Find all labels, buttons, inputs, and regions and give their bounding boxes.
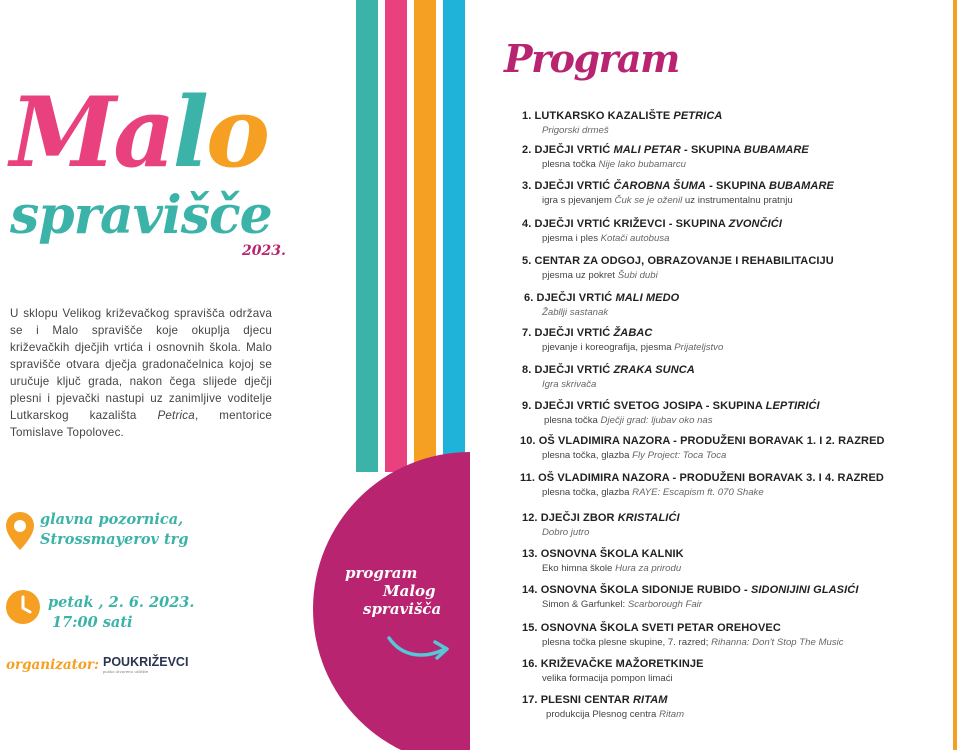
program-item-name-tail: - SKUPINA xyxy=(680,144,744,156)
program-item-number: 2. xyxy=(522,144,532,156)
location-line-1: glavna pozornica, xyxy=(40,511,184,528)
program-item-name-italic: PETRICA xyxy=(673,110,723,122)
program-item-heading xyxy=(522,658,704,670)
program-item-heading xyxy=(522,327,652,339)
program-item-desc-italic: Čuk se je oženil xyxy=(614,195,683,206)
title-letter-l: l xyxy=(172,76,206,189)
program-item-heading xyxy=(522,255,834,267)
program-item-description xyxy=(542,379,596,390)
program-item-name-italic: SIDONIJINI GLASIĆI xyxy=(750,584,859,596)
program-item-name: DJEČJI ZBOR xyxy=(540,512,618,524)
program-item xyxy=(522,255,834,281)
program-item-description xyxy=(542,270,658,281)
program-item-name: PLESNI CENTAR xyxy=(540,694,634,706)
program-item-desc-italic: RAYE: Escapism ft. 070 Shake xyxy=(632,487,764,498)
program-item-desc: plesna točka xyxy=(542,159,599,170)
time-text: 17:00 sati xyxy=(52,614,133,631)
program-item-name: LUTKARSKO KAZALIŠTE xyxy=(534,110,674,122)
program-item-name: OSNOVNA ŠKOLA KALNIK xyxy=(540,548,684,560)
program-item-name-italic: MALI MEDO xyxy=(615,292,680,304)
program-item-name-italic: ŽABAC xyxy=(613,327,653,339)
program-item-desc-italic: Prijateljstvo xyxy=(674,342,724,353)
program-item xyxy=(522,364,695,390)
program-item-description xyxy=(542,673,673,684)
program-item xyxy=(524,292,680,318)
program-item-number: 5. xyxy=(522,255,532,267)
program-item-heading xyxy=(520,435,885,447)
program-item xyxy=(522,218,782,244)
program-item-desc-italic: Šubi dubi xyxy=(617,270,658,281)
program-item-number: 1. xyxy=(522,110,532,122)
organizer-logo-text: POUKRIŽEVCI xyxy=(103,655,189,669)
program-item-heading xyxy=(522,694,668,706)
program-item-desc-italic: Žabllji sastanak xyxy=(542,307,609,318)
stripe-pink xyxy=(385,0,407,472)
title-year: 2023. xyxy=(242,243,286,259)
program-item-number: 9. xyxy=(522,400,532,412)
program-item-heading xyxy=(522,180,834,192)
program-item-heading xyxy=(524,292,679,304)
program-item-desc: plesna točka, glazba xyxy=(542,487,633,498)
program-item-desc-italic: Dječji grad: ljubav oko nas xyxy=(600,415,713,426)
program-item xyxy=(522,180,834,206)
program-item-name-italic: LEPTIRIĆI xyxy=(765,400,820,412)
program-item-number: 10. xyxy=(520,435,536,447)
intro-paragraph xyxy=(10,305,272,441)
program-item-name: DJEČJI VRTIĆ xyxy=(534,180,614,192)
program-item-description xyxy=(542,487,764,498)
program-item-desc-italic: Prigorski drmeš xyxy=(542,125,609,136)
right-edge-line xyxy=(953,0,957,750)
program-item-desc-italic: Ritam xyxy=(659,709,685,720)
program-item-number: 12. xyxy=(522,512,538,524)
program-item-number: 8. xyxy=(522,364,532,376)
program-item xyxy=(522,622,844,648)
program-item xyxy=(520,472,884,498)
program-item-number: 6. xyxy=(524,292,534,304)
program-item-name: KRIŽEVAČKE MAŽORETKINJE xyxy=(540,658,704,670)
program-item-heading xyxy=(520,472,884,484)
event-logo-title xyxy=(10,76,310,259)
program-item-name: OŠ VLADIMIRA NAZORA - PRODUŽENI BORAVAK 1. I 2. RAZRED xyxy=(538,435,885,447)
program-item-heading xyxy=(522,144,809,156)
date-text: petak , 2. 6. 2023. xyxy=(48,594,195,611)
program-item-desc: plesna točka xyxy=(544,415,601,426)
side-label-line-3: spravišča xyxy=(363,600,442,618)
program-item-name-tail: - SKUPINA xyxy=(705,180,769,192)
clock-icon xyxy=(6,590,40,624)
program-item xyxy=(520,435,885,461)
program-item-desc-italic: Kotači autobusa xyxy=(600,233,670,244)
program-item-desc-italic: Nije lako bubamarcu xyxy=(598,159,687,170)
program-item-description xyxy=(542,450,726,461)
organizer-logo-subtext: pučko otvoreno učilište xyxy=(103,668,149,674)
program-item xyxy=(522,144,809,170)
program-item-desc: pjesma uz pokret xyxy=(542,270,618,281)
program-item-name: OSNOVNA ŠKOLA SIDONIJE RUBIDO - xyxy=(540,584,751,596)
program-item-name-italic: RITAM xyxy=(633,694,668,706)
program-item-description xyxy=(542,125,609,136)
program-item xyxy=(522,110,723,136)
program-item-heading xyxy=(522,512,680,524)
program-item-number: 11. xyxy=(520,472,535,484)
program-item-desc-tail: uz instrumentalnu pratnju xyxy=(682,195,793,206)
organizer-logo xyxy=(103,656,188,674)
program-item-desc-italic: Hura za prirodu xyxy=(615,563,682,574)
program-item-description xyxy=(542,307,608,318)
datetime-info xyxy=(6,590,194,633)
program-item-description xyxy=(542,159,686,170)
program-item-desc: velika formacija pompon limaći xyxy=(542,673,673,684)
program-item-name-italic: ČAROBNA ŠUMA xyxy=(613,180,706,192)
program-item-desc: Simon & Garfunkel: xyxy=(542,599,628,610)
program-item-number: 7. xyxy=(522,327,532,339)
title-spravisce: spravišče xyxy=(10,185,272,246)
program-item-name-italic2: BUBAMARE xyxy=(743,144,809,156)
program-item-description xyxy=(542,233,669,244)
location-line-2: Strossmayerov trg xyxy=(40,531,189,548)
location-pin-icon xyxy=(6,512,34,550)
program-item-desc: pjevanje i koreografija, pjesma xyxy=(542,342,675,353)
program-item-number: 14. xyxy=(522,584,538,596)
organizer-label: organizator: xyxy=(6,656,99,673)
program-item-number: 4. xyxy=(522,218,532,230)
title-malo xyxy=(10,76,310,189)
program-item xyxy=(522,512,680,538)
program-item-name-italic: ZRAKA SUNCA xyxy=(613,364,695,376)
program-item-desc: Eko himna škole xyxy=(542,563,616,574)
program-item-heading xyxy=(522,548,684,560)
intro-text: U sklopu Velikog križevačkog spravišča održava se i Malo spravišče koje okuplja djecu križevačkih dječjih vrtića i osnovnih škola. Malo spravišče otvara dječja gradonačelnica kojoj se uručuje ključ grada, nakon čega slijede dječji plesni i pjevački nastupi uz zanimljive voditelje Lutkarskog kazališta xyxy=(10,307,272,422)
organizer xyxy=(6,656,188,674)
intro-text-end: , mentorice Tomislave Topolovec. xyxy=(10,409,272,439)
program-item-number: 3. xyxy=(522,180,532,192)
program-item-heading xyxy=(522,400,820,412)
program-item-name-italic: ZVONČIĆI xyxy=(728,218,782,230)
program-side-label xyxy=(345,564,460,618)
program-item-description xyxy=(544,415,713,426)
location-info xyxy=(6,510,188,550)
side-label-line-2: Malog xyxy=(383,582,436,600)
program-item-description xyxy=(542,599,702,610)
program-item-name: DJEČJI VRTIĆ xyxy=(534,364,614,376)
program-item-heading xyxy=(522,364,695,376)
program-item-heading xyxy=(522,110,722,122)
program-item-desc-italic: Scarborough Fair xyxy=(627,599,702,610)
program-item-desc: pjesma i ples xyxy=(542,233,601,244)
program-item-heading xyxy=(522,584,858,596)
program-title: Program xyxy=(504,36,679,81)
program-item-name: DJEČJI VRTIĆ xyxy=(536,292,616,304)
side-label-line-1: program xyxy=(345,564,418,582)
program-item-number: 17. xyxy=(522,694,538,706)
program-item-name-italic: MALI PETAR xyxy=(613,144,681,156)
program-item-name: CENTAR ZA ODGOJ, OBRAZOVANJE I REHABILITACIJU xyxy=(534,255,834,267)
program-item-name: DJEČJI VRTIĆ xyxy=(534,327,614,339)
program-item-name: DJEČJI VRTIĆ xyxy=(534,144,614,156)
program-item-description xyxy=(542,342,723,353)
program-item-desc-italic: Rihanna: Don't Stop The Music xyxy=(711,637,844,648)
program-item-desc: plesna točka, glazba xyxy=(542,450,633,461)
program-item xyxy=(522,658,704,684)
program-item-desc-italic: Dobro jutro xyxy=(542,527,590,538)
program-item-desc: produkcija Plesnog centra xyxy=(546,709,660,720)
program-item-heading xyxy=(522,218,782,230)
program-item-heading xyxy=(522,622,781,634)
program-item xyxy=(522,327,724,353)
program-item-description xyxy=(542,527,589,538)
program-item xyxy=(522,548,684,574)
program-item-desc: plesna točka plesne skupine, 7. razred; xyxy=(542,637,712,648)
program-item-desc: igra s pjevanjem xyxy=(542,195,615,206)
program-item-name: DJEČJI VRTIĆ SVETOG JOSIPA - SKUPINA xyxy=(534,400,766,412)
stripe-cyan xyxy=(443,0,465,472)
program-item-name-italic2: BUBAMARE xyxy=(768,180,834,192)
program-item-name-italic: KRISTALIĆI xyxy=(617,512,680,524)
program-item-desc-italic: Fly Project: Toca Toca xyxy=(632,450,727,461)
program-item-name: OŠ VLADIMIRA NAZORA - PRODUŽENI BORAVAK 3. I 4. RAZRED xyxy=(538,472,884,484)
program-item-name: DJEČJI VRTIĆ KRIŽEVCI - SKUPINA xyxy=(534,218,729,230)
program-item-number: 13. xyxy=(522,548,538,560)
program-item-number: 16. xyxy=(522,658,538,670)
program-item xyxy=(522,584,859,610)
intro-text-italic: Petrica xyxy=(157,409,195,422)
stripe-orange xyxy=(414,0,436,472)
program-item xyxy=(522,694,685,720)
arrow-icon xyxy=(385,630,455,664)
program-item-description xyxy=(542,195,793,206)
program-item xyxy=(522,400,820,426)
program-item-description xyxy=(542,563,681,574)
program-item-description xyxy=(546,709,684,720)
title-letters-ma: Ma xyxy=(10,76,173,189)
stripe-teal xyxy=(356,0,378,472)
title-letter-o: o xyxy=(205,76,267,189)
program-item-name: OSNOVNA ŠKOLA SVETI PETAR OREHOVEC xyxy=(540,622,781,634)
program-item-description xyxy=(542,637,844,648)
program-item-number: 15. xyxy=(522,622,538,634)
program-item-desc-italic: Igra skrivača xyxy=(542,379,597,390)
